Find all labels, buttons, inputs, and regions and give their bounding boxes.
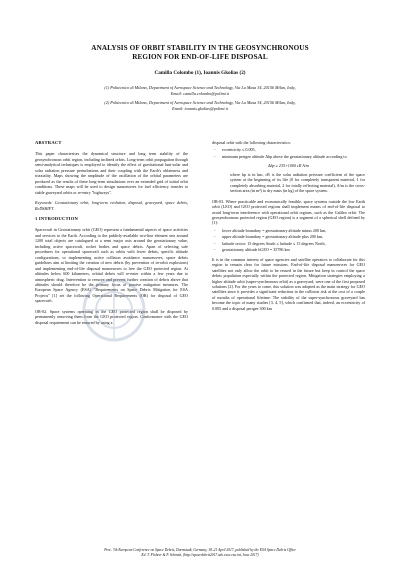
affiliation-1-email: Email: camilla.colombo@polimi.it [170, 91, 230, 96]
intro-paragraph-1: Spacecraft in Geostationary orbit (GEO) represent a fundamental aspects of space activities and services to the Earth. According to the publicly-available two-line element sets around 1200 total objects are catalogued at a semi major axis around the geostationary value, including active spacecraft, rocket bodies and space debris. Apart of selecting safe procedures for operational spacecraft such as orbits with fewer debris, specific altitude configurations, or implementing active collision avoidance manoeuvres, space debris guidelines aim at limiting the creation of new debris (by prevention of in-orbit explosions) and implementing end-of-life disposal manoeuvres to free the GEO protected region. At altitudes below 600 kilometres, orbital debris will re-enter within a few years due to atmospheric drag. Intervention to remove and prevent further creation of debris above that altitudes should therefore be the primary focus of passive mitigation measures. The European Space Agency (ESA) "Requirements on Space Debris Mitigation for ESA Projects" [1] set the following Operational Requirements (OR) for disposal of GEO spacecraft. [35, 227, 188, 304]
affiliation-1: (1) Politecnico di Milano, Department of Aerospace Science and Technology, Via La Masa 34, 20156 Milan, Italy, [104, 85, 296, 90]
footer-line-2: Ed. T. Flohrer & F. Schmitz, (http://spacedebris2017.sdo.esoc.esa.int, June 2017) [141, 552, 259, 557]
keywords: Keywords: Geostationary orbit, long-term evolution, disposal, graveyard, space debris, ReDSHIFT. [35, 200, 188, 211]
perigee-formula: Δhp ≥ 235+1000 cR A/m [268, 163, 309, 169]
authors: Camilla Colombo (1), Ioannis Gkolias (2) [154, 70, 246, 76]
condition-eccentricity: - eccentricity ≤ 0.005, [222, 147, 365, 152]
abstract-heading: ABSTRACT [35, 140, 62, 145]
watermark-logo-icon [66, 270, 162, 350]
bound-upper: - upper altitude boundary = geostationary altitude plus 200 km, [222, 234, 365, 239]
title-line-2: REGION FOR END-OF-LIFE DISPOSAL [132, 53, 268, 61]
graveyard-paragraph: It is in the common interest of space agencies and satellite operators to collaborate for this region to remain clear for future missions. End-of-life disposal manoeuvres for GEO satellites not only allow the orbit to be reused in the future but keep in control the space debris population especially within the protected region. Mitigation strategies employing a higher altitude orbit (super-synchronous orbit) as a graveyard, were one of the first proposed solutions [2]. For the years to come, this solution was adopted as the main strategy for GEO satellites since it provides a significant reduction in the collision risk at the cost of a couple of months of operational lifetime. The stability of the super-synchronous graveyard has become the topic of many studies [3, 4, 5], which confirmed that, indeed, an eccentricity of 0.005 and a disposal perigee 300 km [212, 256, 365, 311]
paper-title [40, 44, 360, 62]
footer-line-1: Proc. 7th European Conference on Space Debris, Darmstadt, Germany, 18–21 April 2017, published by the ESA Space Debris Office [104, 548, 296, 552]
page-footer [60, 548, 340, 557]
disposal-conditions [212, 147, 365, 159]
affiliation-2: (2) Politecnico di Milano, Department of Aerospace Science and Technology, Via La Masa 34, 20156 Milan, Italy, [104, 100, 296, 105]
geo-region-bounds [212, 228, 365, 253]
disposal-lead: disposal orbit with the following characteristics: [212, 140, 292, 145]
intro-paragraph-2: OR-02. Space systems operating in the GEO protected region shall be disposed by permanently removing them from the GEO protected region. Conformance with the GEO disposal requirement can be ensured by using a [35, 308, 188, 325]
formula-explanation: where hp is in km, cR is the solar radiation pressure coefficient of the space system at the beginning of its life (0 for completely transparent material, 1 for completely absorbing material, 2 for totally reflecting material), A/m is the cross-section area (in m²) to dry mass (in kg) of the space system. [230, 171, 365, 194]
bound-lower: - lower altitude boundary = geostationary altitude minus 200 km, [222, 228, 365, 233]
introduction-heading: 1 INTRODUCTION [35, 215, 78, 221]
or03-paragraph: OR-03. Where practicable and economically feasible, space systems outside the low Earth orbit (LEO) and GEO protected regions shall implement means of end-of-life disposal to avoid long-term interference with operational orbit regions, such as the Galileo orbit. The geosynchronous protected region (GEO region) is a segment of a spherical shell defined by [1]: [212, 198, 365, 226]
affiliation-2-email: Email: ioannis.gkolias@polimi.it [172, 106, 228, 111]
right-column [212, 140, 365, 316]
abstract-text: This paper characterises the dynamical structure and long term stability of the geosynchronous orbit region, including inclined orbits. Long-term orbit propagation through semi-analytical techniques is employed to identify the effect of gravitational luni-solar and solar radiation pressure perturbations and their coupling with the Earth's oblateness and triaxiality. Maps showing the amplitude of the oscillation of the orbital parameters are produced as the results of these long-term simulations over an extended grid of initial orbit conditions. These maps will be used to design manoeuvres for fuel efficiency transfer to stable graveyard orbits or re-entry "highways". [35, 151, 188, 195]
title-line-1: ANALYSIS OF ORBIT STABILITY IN THE GEOSYNCHRONOUS [91, 44, 309, 52]
condition-perigee: - minimum perigee altitude Δhp above the geostationary altitude according to [222, 154, 365, 159]
bound-geo-altitude: - geostationary altitude hGEO = 35786 km [222, 247, 365, 252]
bound-latitude: - latitude sector: 15 degrees South ≤ latitude ≤ 15 degrees North, [222, 241, 365, 246]
